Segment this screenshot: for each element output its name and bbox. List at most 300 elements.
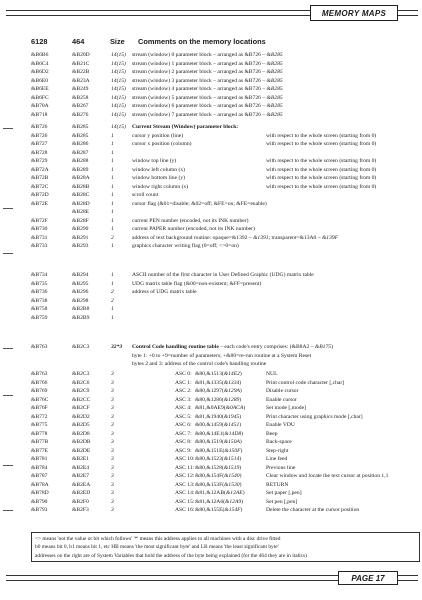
control-code: ASC 6: (175, 422, 192, 428)
comment-text: stream (window) 4 parameter block – arranged as &B726 – (132, 86, 267, 92)
address-6128: &B6EE (31, 86, 49, 92)
control-code: ASC 15: (175, 498, 195, 505)
size-cell: 14(15) (111, 52, 126, 58)
routine-address-464: &1945 (223, 413, 240, 420)
address-464: &B296 (72, 289, 89, 295)
comment-cell (132, 191, 158, 200)
margin-dash (3, 348, 13, 349)
comment-cell (132, 60, 283, 69)
address-6128: &B728 (31, 149, 48, 156)
routine-address-464: &154F (224, 507, 241, 513)
table-row (0, 157, 422, 166)
routine-address: &80,&1523( (195, 456, 224, 462)
address-6128: &B733 (31, 243, 48, 249)
comment-cell (132, 111, 283, 120)
address-6128: &B735 (31, 280, 48, 287)
address-6128: &B78A (31, 481, 49, 488)
control-code: ASC 10: (175, 456, 195, 462)
comment-cell: UDG matrix table flag (&00=non-existent; &FF=present) (132, 280, 262, 287)
address-464: &B2B8 (72, 306, 90, 312)
note-line: <> means 'not the value or bit which follows' '*' means this address applies to all machines with a disc drive fitted (35, 535, 281, 542)
closing-paren: ) (239, 371, 242, 377)
address-6128: &B72B (31, 175, 49, 181)
comment-address-464: &B285 (266, 94, 283, 101)
closing-paren: ) (242, 490, 245, 496)
closing-paren: ) (239, 439, 242, 445)
routine-address-464: &129A (223, 388, 240, 394)
size-cell: 3 (111, 464, 114, 471)
address-6128: &B6B6 (31, 52, 49, 58)
comment-text: Current Stream (Window) parameter block: (132, 124, 239, 130)
address-6128: &B759 (31, 314, 48, 321)
size-cell: 1 (111, 149, 114, 156)
routine-description: Delete the character at the cursor position (266, 507, 360, 513)
address-6128: &B784 (31, 464, 48, 471)
margin-dash (3, 465, 13, 466)
address-6128: &B726 (31, 124, 48, 130)
routine-address: &80,&1519( (195, 439, 224, 445)
routine-address-464: &0ACA (225, 405, 244, 411)
size-cell: 3 (111, 430, 114, 437)
comment-cell (132, 217, 249, 226)
margin-dash (3, 253, 13, 254)
size-cell: 1 (111, 192, 114, 198)
address-464: &B2CF (72, 405, 90, 411)
table-row (0, 77, 422, 86)
routine-address: &80,&14E1( (195, 430, 225, 437)
note-line: b0 means bit 0, b1 means bit 1, etc HB means 'the most significant byte' and LB means 'the least significant byte' (35, 544, 279, 551)
closing-paren: ) (239, 464, 242, 471)
comment-text: cursor y position (line) (132, 132, 184, 139)
address-464: &B249 (72, 86, 89, 92)
routine-address-464: &12A9 (225, 498, 242, 505)
routine-description: RETURN (266, 481, 289, 488)
address-6128: &B729 (31, 158, 48, 164)
closing-paren: ) (240, 507, 243, 513)
address-464: &B2C3 (72, 344, 90, 350)
table-row (0, 343, 422, 352)
address-464: &B2F0 (72, 498, 89, 505)
comment-text: address of text background routine: opaque=&1392 – (132, 234, 254, 241)
comment-cell (132, 123, 238, 132)
routine-address: &80,&154F( (195, 473, 225, 479)
table-row (0, 455, 422, 464)
size-cell: 3 (111, 447, 114, 454)
routine-address-464: &1289 (223, 396, 240, 403)
comment-address-464: &B285 (266, 111, 283, 118)
page-number: PAGE 17 (351, 573, 385, 583)
margin-dash (3, 510, 13, 511)
routine-address-464: &1451 (223, 422, 240, 428)
table-row (0, 225, 422, 234)
page-footer (6, 571, 418, 585)
routine-entry (195, 430, 243, 439)
table-row (0, 447, 422, 456)
address-464: &B293 (72, 243, 89, 249)
routine-description: Print control code character [,char] (266, 379, 345, 386)
address-464: &B2E4 (72, 464, 90, 471)
comment-text: cursor x position (column) (132, 141, 192, 147)
control-code: ASC 11: (175, 464, 195, 471)
size-cell: 3 (111, 422, 114, 428)
size-cell: 14(15) (111, 94, 126, 101)
address-6128: &B766 (31, 379, 48, 386)
size-cell: 1 (111, 272, 114, 278)
routine-address: &81,&12AB( (195, 490, 226, 496)
address-6128: &B772 (31, 413, 48, 420)
control-code: ASC 8: (175, 439, 192, 445)
margin-dash (3, 208, 13, 209)
comment-cell (132, 200, 267, 209)
closing-paren: ) (239, 481, 242, 488)
table-row (0, 352, 422, 361)
table-row (0, 421, 422, 430)
address-6128: &B727 (31, 141, 48, 147)
address-464: &B2DB (72, 439, 91, 445)
table-row (0, 271, 422, 280)
size-cell: 3 (111, 507, 114, 513)
size-cell: 2 (111, 234, 114, 241)
address-464: &B21C (72, 60, 90, 67)
address-6128: &B77B (31, 439, 49, 445)
size-cell: 1 (111, 217, 114, 224)
address-6128: &B72C (31, 183, 49, 190)
closing-paren: ) (239, 422, 242, 428)
routine-description: NUL (266, 371, 278, 377)
address-6128: &B72A (31, 166, 49, 173)
table-row (0, 111, 422, 120)
comment-text: stream (window) 0 parameter block – arranged as &B726 – (132, 52, 267, 58)
control-code: ASC 1: (175, 379, 192, 386)
comment-text: stream (window) 5 parameter block – arranged as &B726 – (132, 94, 267, 101)
address-6128: &B769 (31, 388, 48, 394)
table-row (0, 430, 422, 439)
address-6128: &B738 (31, 297, 48, 304)
table-row (0, 288, 422, 297)
address-6128: &B793 (31, 507, 48, 513)
table-row (0, 481, 422, 490)
address-464: &B2C6 (72, 379, 90, 386)
comment-address-464: &B285 (266, 77, 283, 84)
table-row (0, 242, 422, 251)
table-row (0, 68, 422, 77)
table-row (0, 60, 422, 69)
comment-cell: ASCII number of the first character in User Defined Graphic (UDG) matrix table (132, 272, 314, 278)
table-row (0, 208, 422, 217)
table-row (0, 280, 422, 289)
comment-cell (132, 94, 283, 103)
routine-address: &00,&1459( (195, 422, 224, 428)
address-6128: &B787 (31, 473, 48, 479)
size-cell: 14(15) (111, 69, 126, 75)
comment-text: current PAPER number (encoded, not its INK number) (132, 226, 255, 232)
address-464: &B295 (72, 280, 89, 287)
closing-paren: ) (239, 388, 242, 394)
table-row (0, 217, 422, 226)
header-tick (400, 15, 418, 16)
size-cell: 3 (111, 405, 114, 411)
closing-paren: ) (239, 413, 242, 420)
comment-cell (132, 132, 183, 141)
address-6128: &B778 (31, 430, 48, 437)
header-title: MEMORY MAPS (321, 8, 387, 18)
routine-description: Set pen [,pen] (266, 498, 298, 505)
table-row (0, 166, 422, 175)
comment-cell (132, 183, 188, 192)
routine-entry (195, 464, 241, 473)
address-464: &B22B (72, 69, 90, 75)
comment-text: ) (331, 344, 333, 350)
table-row (0, 123, 422, 132)
address-464: &B290 (72, 226, 89, 232)
column-header-6128: 6128 (31, 37, 48, 46)
comment-address-464: &B285 (266, 86, 283, 92)
address-464: &B276 (72, 111, 89, 118)
table-row (0, 94, 422, 103)
routine-entry (195, 379, 241, 388)
table-row (0, 85, 422, 94)
size-cell: 14(15) (111, 86, 126, 92)
table-row (0, 387, 422, 396)
closing-paren: ) (241, 430, 244, 437)
address-464: &B2D2 (72, 413, 90, 420)
table-row (0, 413, 422, 422)
size-cell: 3 (111, 413, 114, 420)
note-line: addresses on the right are of System Variables that hold the address of the byte being explained (for the 464 they are in italics) (35, 552, 307, 559)
address-464: &B2C9 (72, 388, 90, 394)
address-464: &B258 (72, 94, 89, 101)
routine-address: &80,&1286( (195, 396, 224, 403)
routine-entry (195, 370, 242, 379)
address-464: &B2E1 (72, 456, 90, 462)
comment-text: graphics character writing flag (0=off; <>0=on) (132, 243, 239, 249)
comment-cell (132, 242, 239, 251)
notes-box (31, 532, 420, 562)
address-6128: &B76F (31, 405, 48, 411)
routine-entry (195, 387, 242, 396)
size-cell: 3 (111, 388, 114, 394)
address-6128: &B6FC (31, 94, 49, 101)
comment-reference: with respect to the whole screen (starting from 0) (266, 183, 377, 190)
size-cell: 1 (111, 209, 114, 215)
control-code: ASC 2: (175, 388, 192, 394)
address-6128: &B731 (31, 234, 48, 241)
address-464: &B287 (72, 149, 89, 156)
address-6128: &B72D (31, 192, 49, 198)
address-464: &B2F3 (72, 507, 89, 513)
size-cell: 1 (111, 200, 114, 207)
size-cell: 2 (111, 297, 114, 304)
table-row (0, 370, 422, 379)
control-code: ASC 4: (175, 405, 192, 411)
address-464: &B2E7 (72, 473, 90, 479)
address-464: &B288 (72, 158, 89, 164)
address-464: &B2D8 (72, 430, 90, 437)
comment-address-464: &139F (321, 234, 339, 241)
size-cell: 3 (111, 379, 114, 386)
table-row (0, 174, 422, 183)
address-6128: &B6D2 (31, 69, 49, 75)
routine-entry (195, 506, 242, 515)
routine-entry (195, 396, 241, 405)
address-464: &B28C (72, 192, 90, 198)
comment-cell (132, 157, 176, 166)
comment-cell: address of UDG matrix table (132, 289, 197, 295)
column-header-size: Size (110, 37, 125, 46)
address-6128: &B72F (31, 217, 48, 224)
address-6128: &B775 (31, 422, 48, 428)
comment-reference: with respect to the whole screen (starting from 0) (266, 132, 377, 139)
address-464: &B2D5 (72, 422, 90, 428)
comment-cell (132, 51, 283, 60)
comment-cell (132, 174, 185, 183)
address-6128: &B763 (31, 344, 48, 350)
comment-text: window top line (y) (132, 158, 177, 164)
comment-text: stream (window) 2 parameter block – arranged as &B726 – (132, 69, 267, 75)
comment-reference: with respect to the whole screen (starting from 0) (266, 175, 377, 181)
comment-address-464: &B285 (266, 103, 283, 109)
routine-entry (195, 447, 242, 456)
size-cell: 1 (111, 158, 114, 164)
address-464: &B2ED (72, 490, 91, 496)
routine-description: Beep (266, 430, 278, 437)
control-code: ASC 0: (175, 371, 192, 377)
size-cell: 1 (111, 166, 114, 173)
page-number-box (338, 571, 398, 585)
comment-cell (132, 343, 333, 352)
size-cell: 3 (111, 481, 114, 488)
size-cell: 14(15) (111, 60, 126, 67)
address-464: &B291 (72, 234, 89, 241)
size-cell: 1 (111, 306, 114, 312)
control-code: ASC 13: (175, 481, 195, 488)
routine-entry (195, 481, 241, 490)
table-row (0, 51, 422, 60)
address-464: &B28D (72, 200, 90, 207)
address-6128: &B72E (31, 200, 49, 207)
control-code: ASC 3: (175, 396, 192, 403)
address-6128: &B6E0 (31, 77, 49, 84)
control-code: ASC 12: (175, 473, 195, 479)
address-464: &B28B (72, 183, 90, 190)
size-cell: 3 (111, 473, 114, 479)
table-row (0, 360, 422, 369)
comment-text: current PEN number (encoded, not its INK number) (132, 217, 249, 224)
footer-tick (400, 575, 418, 576)
comment-reference: with respect to the whole screen (starting from 0) (266, 166, 377, 173)
address-464: &B286 (72, 141, 89, 147)
address-6128: &B736 (31, 289, 48, 295)
comment-text: window left column (x) (132, 166, 185, 173)
size-cell: 3 (111, 371, 114, 377)
table-row (0, 305, 422, 314)
comment-address-464: &1391 (253, 234, 269, 241)
size-cell: 3 (111, 456, 114, 462)
comment-cell (132, 68, 283, 77)
size-cell: 1 (111, 280, 114, 287)
table-row (0, 506, 422, 515)
table-row (0, 379, 422, 388)
comment-reference: with respect to the whole screen (starting from 0) (266, 158, 377, 164)
routine-description: Step-right (266, 447, 289, 454)
comment-text: stream (window) 3 parameter block – arranged as &B726 – (132, 77, 267, 84)
comment-cell (132, 225, 255, 234)
address-6128: &B76C (31, 396, 49, 403)
table-row (0, 314, 422, 323)
address-464: &B267 (72, 103, 89, 109)
routine-description: Print character using graphics mode [,char] (266, 413, 363, 420)
routine-entry (195, 438, 242, 447)
routine-entry (195, 404, 245, 413)
size-cell: 1 (111, 132, 114, 139)
routine-address-464: &150A (223, 439, 240, 445)
address-464: &B298 (72, 297, 89, 304)
routine-address: &81,&12A6( (195, 498, 225, 505)
address-464: &B2DE (72, 447, 91, 454)
comment-cell (132, 234, 338, 243)
routine-address: &80,&155E( (195, 507, 225, 513)
comment-text: – each code's entry comprises: (&B8A2 – (218, 344, 315, 350)
routine-address: &80,&1513( (195, 371, 224, 377)
size-cell: 14(15) (111, 103, 126, 109)
margin-dash (3, 395, 13, 396)
address-464: &B285 (72, 124, 89, 130)
address-464: &B2B9 (72, 314, 90, 321)
address-6128: &B70A (31, 103, 49, 109)
table-title: Control Code handling routine table (132, 344, 219, 350)
size-cell: 14(15) (111, 111, 126, 118)
size-cell: 2 (111, 289, 114, 295)
table-row (0, 404, 422, 413)
closing-paren: ) (240, 447, 243, 454)
routine-description: Set paper [,pen] (266, 490, 302, 496)
address-464: &B28E (72, 209, 90, 215)
table-row (0, 200, 422, 209)
address-464: &B2CC (72, 396, 91, 403)
table-row (0, 464, 422, 473)
size-cell: 3 (111, 490, 114, 496)
address-6128: &B6C4 (31, 60, 49, 67)
routine-entry (195, 455, 241, 464)
routine-description: Clear window and locate the text cursor at position 1,1 (266, 473, 389, 479)
size-cell: 1 (111, 314, 114, 321)
routine-description: Line feed (266, 456, 288, 462)
page-header (6, 5, 418, 21)
size-cell: 3 (111, 498, 114, 505)
comment-address-464: &B285 (266, 52, 283, 58)
table-row (0, 183, 422, 192)
routine-address: &80,&1297( (195, 388, 224, 394)
comment-text: byte 1: +0 to +9=number of parameters; +&80=re-run routine at a System Reset (132, 352, 312, 359)
comment-cell (132, 102, 283, 111)
routine-address: &81,&0AE9( (195, 405, 226, 411)
address-464: &B23A (72, 77, 90, 84)
routine-description: Back-space (266, 439, 292, 445)
routine-description: Disable cursor (266, 388, 299, 394)
routine-entry (195, 472, 241, 481)
control-code: ASC 5: (175, 413, 192, 420)
routine-description: Enable cursor (266, 396, 297, 403)
routine-entry (195, 489, 245, 498)
size-cell: 3 (111, 396, 114, 403)
routine-address-464: &1334 (223, 379, 240, 386)
comment-address-464: &B285 (266, 60, 283, 67)
table-row (0, 140, 422, 149)
comment-text: stream (window) 6 parameter block – arranged as &B726 – (132, 103, 267, 109)
table-row (0, 234, 422, 243)
routine-address: &81,&1335( (195, 379, 224, 386)
comment-text: ; transparent=&13A0 – (268, 234, 322, 241)
